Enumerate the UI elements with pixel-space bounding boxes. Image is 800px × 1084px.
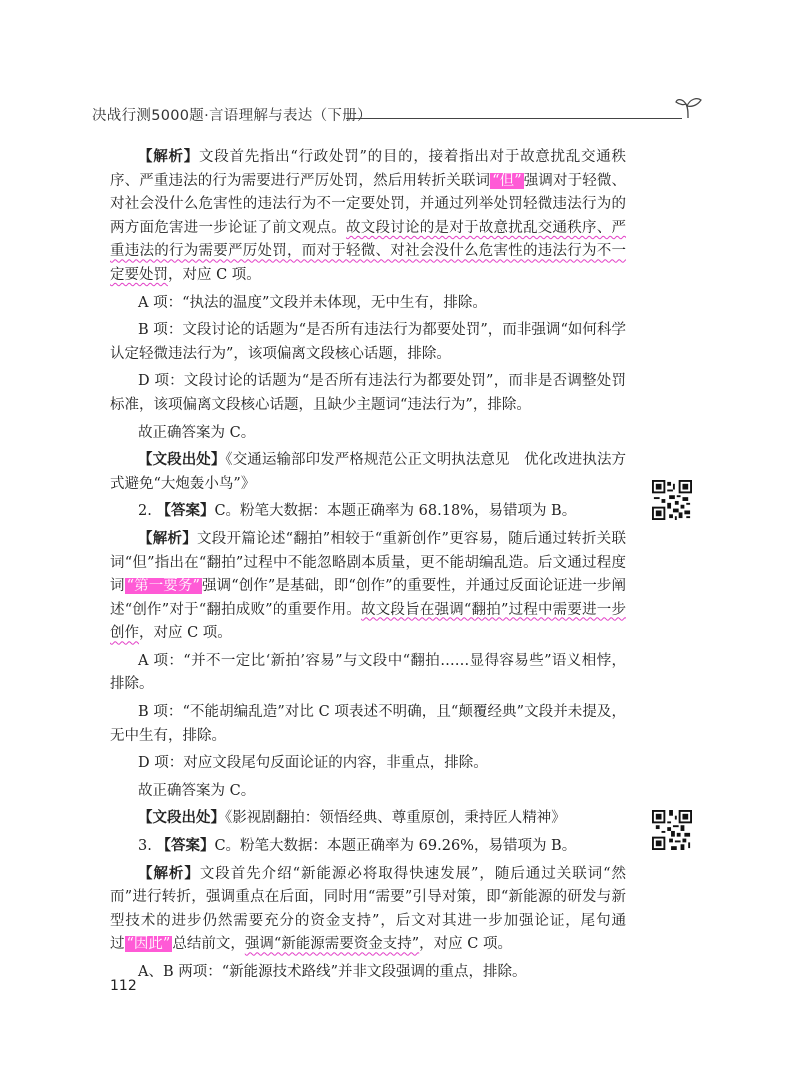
highlight-mark: “第一要务” <box>126 578 200 595</box>
q1-option-d: D 项：文段讨论的话题为“是否所有违法行为都要处罚”，而非是否调整处罚标准，该项偏离文段核心话题，且缺少主题词“违法行为”，排除。 <box>110 373 626 413</box>
q1-analysis: 【解析】文段首先指出“行政处罚”的目的，接着指出对于故意扰乱交通秩序、严重违法的行为需要进行严厉处罚，然后用转折关联词 “但” 强调对于轻微、对社会没什么危害性的违法行为不一定要处罚，并通过列举处罚轻微违法行为的两方面危害进一步论证了前文观点。故文段讨论的是对于故意扰乱交通秩序、严重违法的行为需要严厉处罚，而对于轻微、对社会没什么危害性的违法行为不一定要处罚，对应 C 项。 <box>110 149 627 283</box>
header-rule <box>346 118 682 119</box>
q1-option-b: B 项：文段讨论的话题为“是否所有违法行为都要处罚”，而非强调“如何科学认定轻微违法行为”，该项偏离文段核心话题，排除。 <box>110 322 626 362</box>
q2-source: 【文段出处】《影视剧翻拍：领悟经典、尊重原创，秉持匠人精神》 <box>138 810 566 827</box>
q2-answer-line: 2. 【答案】C。粉笔大数据：本题正确率为 68.18%，易错项为 B。 <box>138 503 577 520</box>
answer-explanations <box>110 146 626 989</box>
wavy-underline-text: 故文段讨论的是对于故意扰乱交通秩序、严重违法的行为需要严厉处罚，而对于轻微、对社会没什么危害性的违法行为不一定要处罚 <box>110 219 626 283</box>
q2-option-a: A 项：“并不一定比‘新拍’容易”与文段中“翻拍……显得容易些”语义相悖，排除。 <box>110 652 626 693</box>
q2-analysis: 【解析】文段开篇论述“翻拍”相较于“重新创作”更容易，随后通过转折关联词“但”指出在“翻拍”过程中不能忽略剧本质量，更不能胡编乱造。后文通过程度词 “第一要务” 强调“创作”是基础，即“创作”的重要性，并通过反面论证进一步阐述“创作”对于“翻拍成败”的重要作用。故文段旨在强调“翻拍”过程中需要进一步创作，对应 C 项。 <box>110 530 627 642</box>
q1-source: 【文段出处】《交通运输部印发严格规范公正文明执法意见 优化改进执法方式避免“大炮轰小鸟”》 <box>110 452 627 492</box>
q1-option-a: A 项：“执法的温度”文段并未体现，无中生有，排除。 <box>138 294 487 311</box>
qr-code-icon[interactable] <box>652 810 692 850</box>
q3-answer-line: 3. 【答案】C。粉笔大数据：本题正确率为 69.26%，易错项为 B。 <box>138 838 577 855</box>
sprout-icon <box>674 92 704 122</box>
q2-option-b: B 项：“不能胡编乱造”对比 C 项表述不明确，且“颠覆经典”文段并未提及，无中生有，排除。 <box>110 704 626 744</box>
wavy-underline-text: 故文段旨在强调“翻拍”过程中需要进一步创作 <box>110 601 626 642</box>
q2-option-d: D 项：对应文段尾句反面论证的内容，非重点，排除。 <box>138 755 488 772</box>
qr-code-icon[interactable] <box>652 480 692 520</box>
highlight-mark: “因此” <box>126 936 171 953</box>
q1-answer: 故正确答案为 C。 <box>138 424 256 441</box>
page-header-title: 决战行测5000题·言语理解与表达（下册） <box>92 108 372 124</box>
wavy-underline-text: 强调“新能源需要资金支持” <box>244 936 420 953</box>
q3-option-ab: A、B 两项：“新能源技术路线”并非文段强调的重点，排除。 <box>138 964 527 980</box>
highlight-mark: “但” <box>492 172 522 189</box>
page-number: 112 <box>110 978 137 994</box>
q3-analysis: 【解析】文段首先介绍“新能源必将取得快速发展”，随后通过关联词“然而”进行转折，强调重点在后面，同时用“需要”引导对策，即“新能源的研发与新型技术的进步仍然需要充分的资金支持”，后文对其进一步加强论证，尾句通过 “因此” 总结前文，强调“新能源需要资金支持”，对应 C 项。 <box>110 865 626 953</box>
q2-answer: 故正确答案为 C。 <box>138 782 256 799</box>
